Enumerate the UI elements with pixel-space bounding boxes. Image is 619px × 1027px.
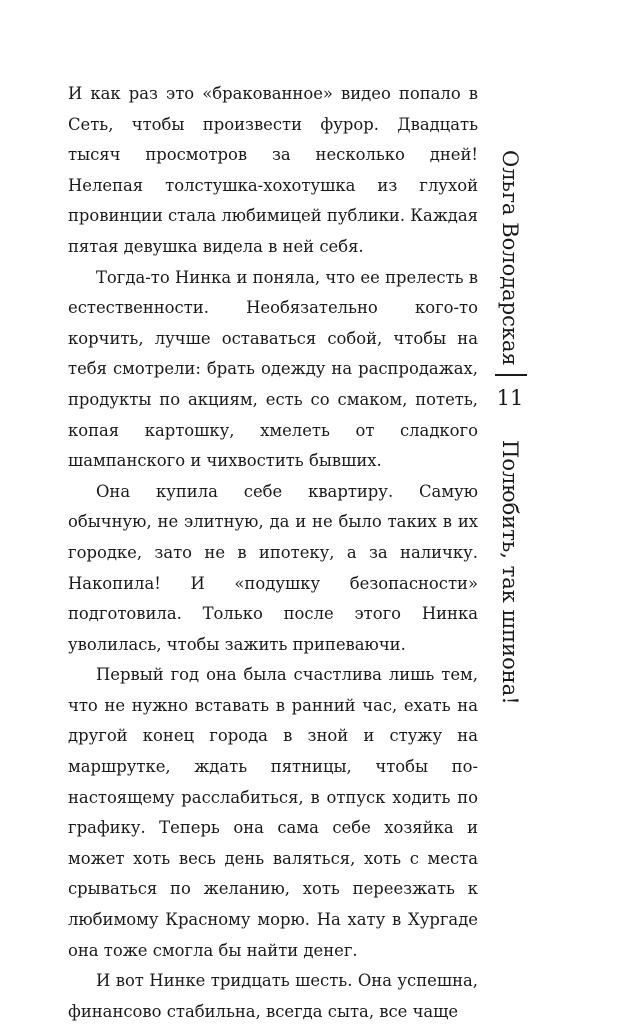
paragraph-4: Первый год она была счастлива лишь тем, что не нужно вставать в ранний час, ехать на другой конец города в зной и стужу на маршрутке, ждать пятницы, чтобы по-настоящему расслабиться, в отпуск ходить по графику. Теперь она сама себе хозяйка и может хоть весь день валяться, хоть с места срываться по желанию, хоть переезжать к любимому Красному морю. На хату в Хургаде она тоже смогла бы найти денег. bbox=[68, 665, 478, 960]
paragraph-3: Она купила себе квартиру. Самую обычную, не элитную, да и не было таких в их городке, зато не в ипотеку, а за наличку. Накопила! И «подушку безопасности» подготовила. Только после этого Нинка уволилась, чтобы зажить припеваючи. bbox=[68, 481, 478, 654]
paragraph-5: И вот Нинке тридцать шесть. Она успешна, финансово стабильна, всегда сыта, все чаще bbox=[68, 971, 478, 1021]
book-title: Полюбить, так шпиона! bbox=[498, 440, 522, 705]
running-head-divider bbox=[495, 374, 527, 376]
author-name: Ольга Володарская bbox=[498, 150, 522, 366]
body-text bbox=[68, 79, 478, 1027]
paragraph-1: И как раз это «бракованное» видео попало в Сеть, чтобы произвести фурор. Двадцать тысяч просмотров за несколько дней! Нелепая толстушка-хохотушка из глухой провинции стала любимицей публики. Каждая пятая девушка видела в ней себя. bbox=[68, 84, 478, 256]
page-number: 11 bbox=[496, 386, 524, 410]
paragraph-2: Тогда-то Нинка и поняла, что ее прелесть в естественности. Необязательно кого-то корчить, лучше оставаться собой, чтобы на тебя смотрели: брать одежду на распродажах, продукты по акциям, есть со смаком, потеть, копая картошку, хмелеть от сладкого шампанского и чихвостить бывших. bbox=[68, 267, 478, 471]
running-head bbox=[487, 150, 533, 790]
